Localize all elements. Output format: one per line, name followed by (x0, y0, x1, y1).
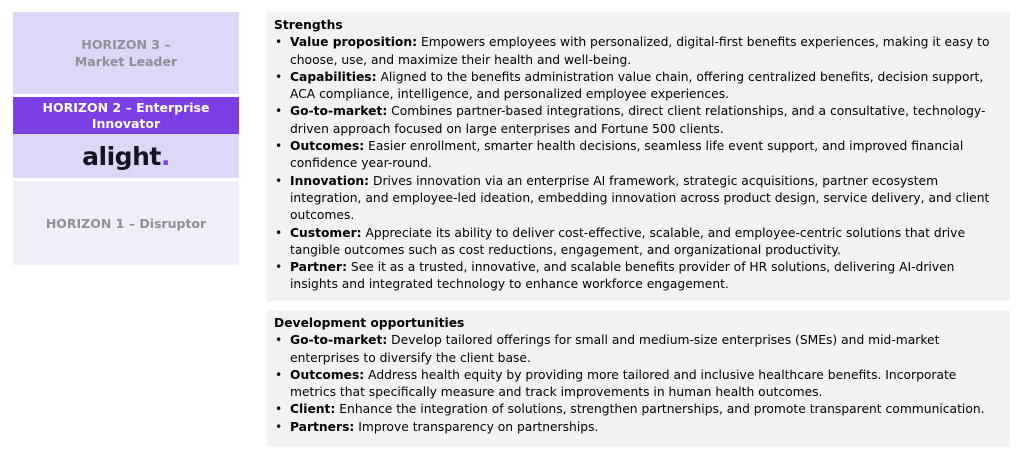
list-item: • Outcomes: Easier enrollment, smarter health decisions, seamless life event support, and improved financial confidence year-round. (274, 138, 1002, 173)
list-item: • Innovation: Drives innovation via an enterprise AI framework, strategic acquisitions, partner ecosystem integration, and employee-led ideation, embedding innovation across product design, service delivery, and client outcomes. (274, 173, 1002, 225)
horizon-1-box (13, 181, 239, 265)
horizon-2-line1: HORIZON 2 – Enterprise (42, 99, 210, 115)
strengths-list (274, 34, 1002, 293)
list-item: • Outcomes: Address health equity by providing more tailored and inclusive healthcare benefits. Incorporate metrics that specifically measure and track improvements in human health outcomes. (274, 367, 1002, 402)
horizon-3-line2: Market Leader (74, 54, 178, 69)
list-item: • Go-to-market: Combines partner-based integrations, direct client relationships, and a consultative, technology-driven approach focused on large enterprises and Fortune 500 clients. (274, 103, 1002, 138)
horizon-2-line2: Innovator (91, 115, 161, 131)
strengths-panel (267, 12, 1010, 301)
list-item: • Partner: See it as a trusted, innovative, and scalable benefits provider of HR solutions, delivering AI-driven insights and integrated technology to enhance workforce engagement. (274, 259, 1002, 294)
development-list (274, 332, 1002, 436)
development-title: Development opportunities (274, 316, 465, 330)
horizon-1-label: HORIZON 1 – Disruptor (45, 215, 207, 231)
list-item: • Capabilities: Aligned to the benefits administration value chain, offering centralized benefits, decision support, ACA compliance, intelligence, and personalized employee experiences. (274, 69, 1002, 104)
horizon-chart (13, 12, 239, 265)
list-item: • Client: Enhance the integration of solutions, strengthen partnerships, and promote transparent communication. (274, 401, 1002, 418)
horizon-2-box (13, 97, 239, 134)
alight-logo (13, 134, 239, 178)
list-item: • Customer: Appreciate its ability to deliver cost-effective, scalable, and employee-centric solutions that drive tangible outcomes such as cost reductions, engagement, and organizational productivity. (274, 225, 1002, 260)
list-item: • Partners: Improve transparency on partnerships. (274, 419, 1002, 436)
alight-logo-text: alight. (82, 141, 170, 171)
development-panel (267, 310, 1010, 447)
list-item: • Value proposition: Empowers employees with personalized, digital-first benefits experiences, making it easy to choose, use, and maximize their health and well-being. (274, 34, 1002, 69)
strengths-title: Strengths (274, 18, 343, 32)
horizon-3-line1: HORIZON 3 – (81, 37, 171, 52)
horizon-3-box (13, 12, 239, 94)
list-item: • Go-to-market: Develop tailored offerings for small and medium-size enterprises (SMEs) and mid-market enterprises to diversify the client base. (274, 332, 1002, 367)
